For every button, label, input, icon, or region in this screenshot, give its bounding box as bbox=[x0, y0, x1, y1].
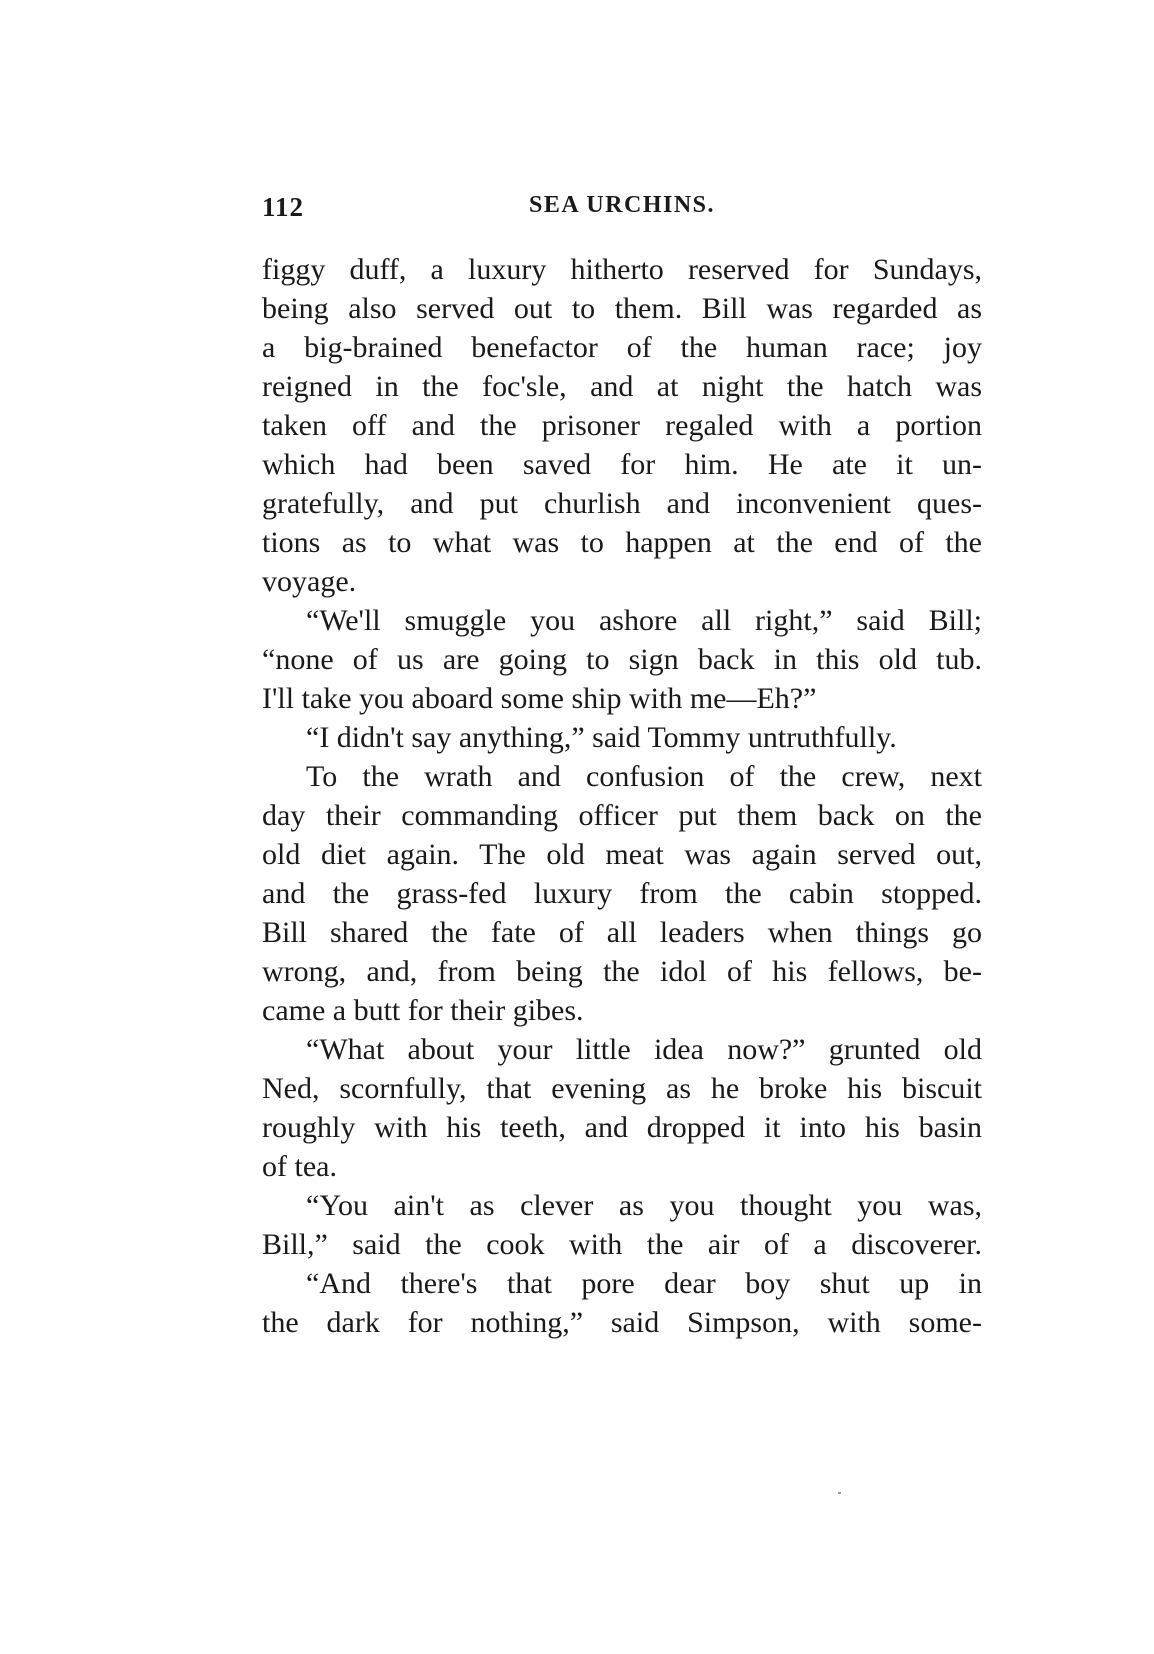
text-line: Ned, scornfully, that evening as he broke his biscuit bbox=[262, 1072, 982, 1105]
text-line: of tea. bbox=[262, 1150, 337, 1183]
text-line: wrong, and, from being the idol of his fellows, be- bbox=[262, 955, 982, 988]
text-line: the dark for nothing,” said Simpson, with some- bbox=[262, 1306, 982, 1339]
text-line: gratefully, and put churlish and inconvenient ques- bbox=[262, 487, 982, 520]
text-line: came a butt for their gibes. bbox=[262, 994, 584, 1027]
text-line: “You ain't as clever as you thought you was, bbox=[306, 1189, 982, 1222]
text-line: Bill,” said the cook with the air of a discoverer. bbox=[262, 1228, 982, 1261]
running-title: SEA URCHINS. bbox=[528, 192, 716, 218]
text-line: a big-brained benefactor of the human race; joy bbox=[262, 331, 982, 364]
text-line: and the grass-fed luxury from the cabin stopped. bbox=[262, 877, 982, 910]
page-number: 112 bbox=[262, 192, 305, 222]
text-line: To the wrath and confusion of the crew, next bbox=[306, 760, 982, 793]
text-line: “none of us are going to sign back in this old tub. bbox=[262, 643, 982, 676]
page-header bbox=[262, 192, 982, 232]
text-line: being also served out to them. Bill was regarded as bbox=[262, 292, 982, 325]
text-line: voyage. bbox=[262, 565, 357, 598]
text-line: reigned in the foc'sle, and at night the hatch was bbox=[262, 370, 982, 403]
text-line: roughly with his teeth, and dropped it into his basin bbox=[262, 1111, 982, 1144]
text-line: tions as to what was to happen at the end of the bbox=[262, 526, 982, 559]
text-line: day their commanding officer put them back on the bbox=[262, 799, 982, 832]
text-line: “I didn't say anything,” said Tommy untruthfully. bbox=[306, 721, 897, 754]
text-line: old diet again. The old meat was again served out, bbox=[262, 838, 982, 871]
text-line: I'll take you aboard some ship with me—Eh?” bbox=[262, 682, 817, 715]
text-line: taken off and the prisoner regaled with a portion bbox=[262, 409, 982, 442]
text-line: Bill shared the fate of all leaders when things go bbox=[262, 916, 982, 949]
text-line: figgy duff, a luxury hitherto reserved for Sundays, bbox=[262, 253, 982, 286]
text-line: “We'll smuggle you ashore all right,” said Bill; bbox=[306, 604, 982, 637]
body-text bbox=[262, 250, 982, 1342]
text-line: which had been saved for him. He ate it un- bbox=[262, 448, 982, 481]
text-line: “What about your little idea now?” grunted old bbox=[306, 1033, 982, 1066]
text-line: “And there's that pore dear boy shut up in bbox=[306, 1267, 982, 1300]
paper-speck bbox=[838, 1492, 841, 1494]
